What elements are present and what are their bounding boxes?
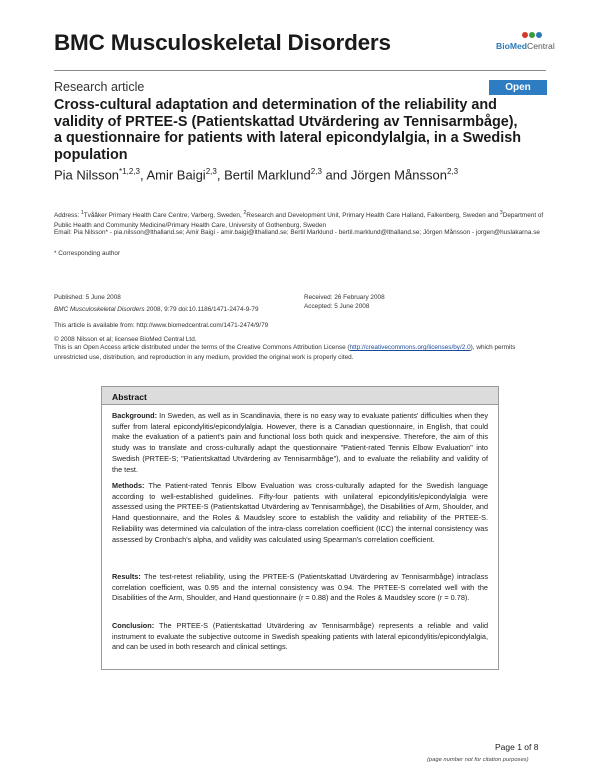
author-name: Bertil Marklund — [224, 167, 311, 183]
author-name: Jörgen Månsson — [350, 167, 447, 183]
author-affiliation-sup: 2,3 — [446, 167, 459, 176]
license-link[interactable]: http://creativecommons.org/licenses/by/2.0 — [349, 344, 471, 351]
author-name: Pia Nilsson — [54, 167, 120, 183]
abstract-heading: Abstract — [112, 392, 147, 402]
article-type: Research article — [54, 80, 145, 94]
published-date: Published: 5 June 2008 — [54, 294, 121, 301]
received-date: Received: 26 February 2008 — [304, 294, 385, 301]
author-affiliation-sup: 2,3 — [205, 167, 217, 176]
journal-title: BMC Musculoskeletal Disorders — [54, 30, 391, 55]
license-statement: This is an Open Access article distributed under the terms of the Creative Commons Attribution License (http://creativecommons.org/licenses/by/2.0), which permits unrestricted use, distribution, and reproduction in any medium, provided the original work is properly cited. — [54, 344, 516, 361]
author-list: Pia Nilsson$^{*1,2,3}$, Amir Baigi$^{2,3}$, Bertil Marklund$^{2,3}$ and Jörgen Månsson$^{2,3}$ — [54, 167, 459, 183]
abstract-header — [102, 387, 498, 405]
accepted-date: Accepted: 5 June 2008 — [304, 303, 370, 310]
affiliations: Address: $^1$Tvååker Primary Health Care Centre, Varberg, Sweden, $^2$Research and Development Unit, Primary Health Care Halland, Falkenberg, Sweden and $^3$Department of Public Health and Community Medicine/Primary Health Care, University of Gothenburg, Sweden — [54, 210, 544, 230]
biomed-central-logo[interactable] — [496, 32, 566, 54]
abstract-conclusion: Conclusion: The PRTEE-S (Patientskattad Utvärdering av Tennisarmbåge) represents a reliable and valid instrument to evaluate the subjective outcome in Swedish speaking patients with lateral epicondylitis/epicondylalgia, and can be used in both research and clinical settings. — [112, 621, 488, 652]
corresponding-author-note: * Corresponding author — [54, 250, 121, 257]
page-number: Page 1 of 8 — [495, 742, 539, 752]
page-number-note: (page number not for citation purposes) — [427, 757, 529, 763]
copyright: © 2008 Nilsson et al; licensee BioMed Central Ltd. — [54, 336, 197, 343]
logo-wordmark: BioMedCentral — [496, 41, 555, 51]
open-access-badge[interactable]: Open Access — [489, 80, 547, 95]
article-title: Cross-cultural adaptation and determination of the reliability and validity of PRTEE-S (Patientskattad Utvärdering av Tennisarmbåge), a questionnaire for patients with lateral epicondylalgia, in a Swedish population — [54, 97, 522, 163]
abstract-methods: Methods: The Patient-rated Tennis Elbow Evaluation was cross-culturally adapted for the Swedish language according to well-established guidelines. Fifty-four patients with unilateral epicondylitis/epicondylalgia were assessed using the PRTEE-S (Patientskattad Utvärdering av Tennisarmbåge), the Disabilities of Arm, Shoulder, and Hand questionnaire, and the Roles & Maudsley score to establish the validity and reliability of the PRTEE-S. Reliability was determined via calculation of the intra-class correlation coefficient (ICC) the internal consistency was assessed by Cronbach's alpha, and validity was calculated using Spearman's correlation coefficient. — [112, 481, 488, 544]
abstract-background: Background: In Sweden, as well as in Scandinavia, there is no easy way to evaluate patients' difficulties when they suffer from lateral epicondylitis/epicondylalgia. However, there is a Canadian questionnaire, in English, that could make the evaluation of a patient's pain and functional loss both quick and inexpensive. Therefore, the aim of this study was to translate and cross-culturally adapt the questionnaire "Patient-rated Tennis Elbow Evaluation" into Swedish (PRTEE-S; "Patientskattad Utvärdering av Tennisarmbåge"), and to evaluate the reliability and validity of the test. — [112, 411, 488, 474]
author-affiliation-sup: *1,2,3 — [119, 167, 140, 176]
abstract-box — [101, 386, 499, 670]
abstract-results: Results: The test-retest reliability, using the PRTEE-S (Patientskattad Utvärdering av Tennisarmbåge) intraclass correlation coefficient, was 0.95 and the internal consistency was 0.94. The PRTEE-S correlated well with the Disabilities of the Arm, Shoulder, and Hand questionnaire (r = 0.88) and the Roles & Maudsley score (r = 0.78). — [112, 572, 488, 603]
logo-dot-blue-icon — [536, 32, 542, 38]
citation: BMC Musculoskeletal Disorders 2008, 9:79 doi:10.1186/1471-2474-9-79 — [54, 306, 259, 313]
author-emails: Email: Pia Nilsson* - pia.nilsson@lthalland.se; Amir Baigi - amir.baigi@lthalland.se; Bertil Marklund - bertil.marklund@lthalland.se; Jörgen Månsson - jorgen@huslakarna.se — [54, 229, 540, 236]
article-url[interactable]: This article is available from: http://www.biomedcentral.com/1471-2474/9/79 — [54, 322, 269, 329]
logo-dot-red-icon — [522, 32, 528, 38]
header-divider — [54, 70, 546, 71]
author-affiliation-sup: 2,3 — [310, 167, 322, 176]
logo-dot-green-icon — [529, 32, 535, 38]
author-name: Amir Baigi — [146, 167, 206, 183]
